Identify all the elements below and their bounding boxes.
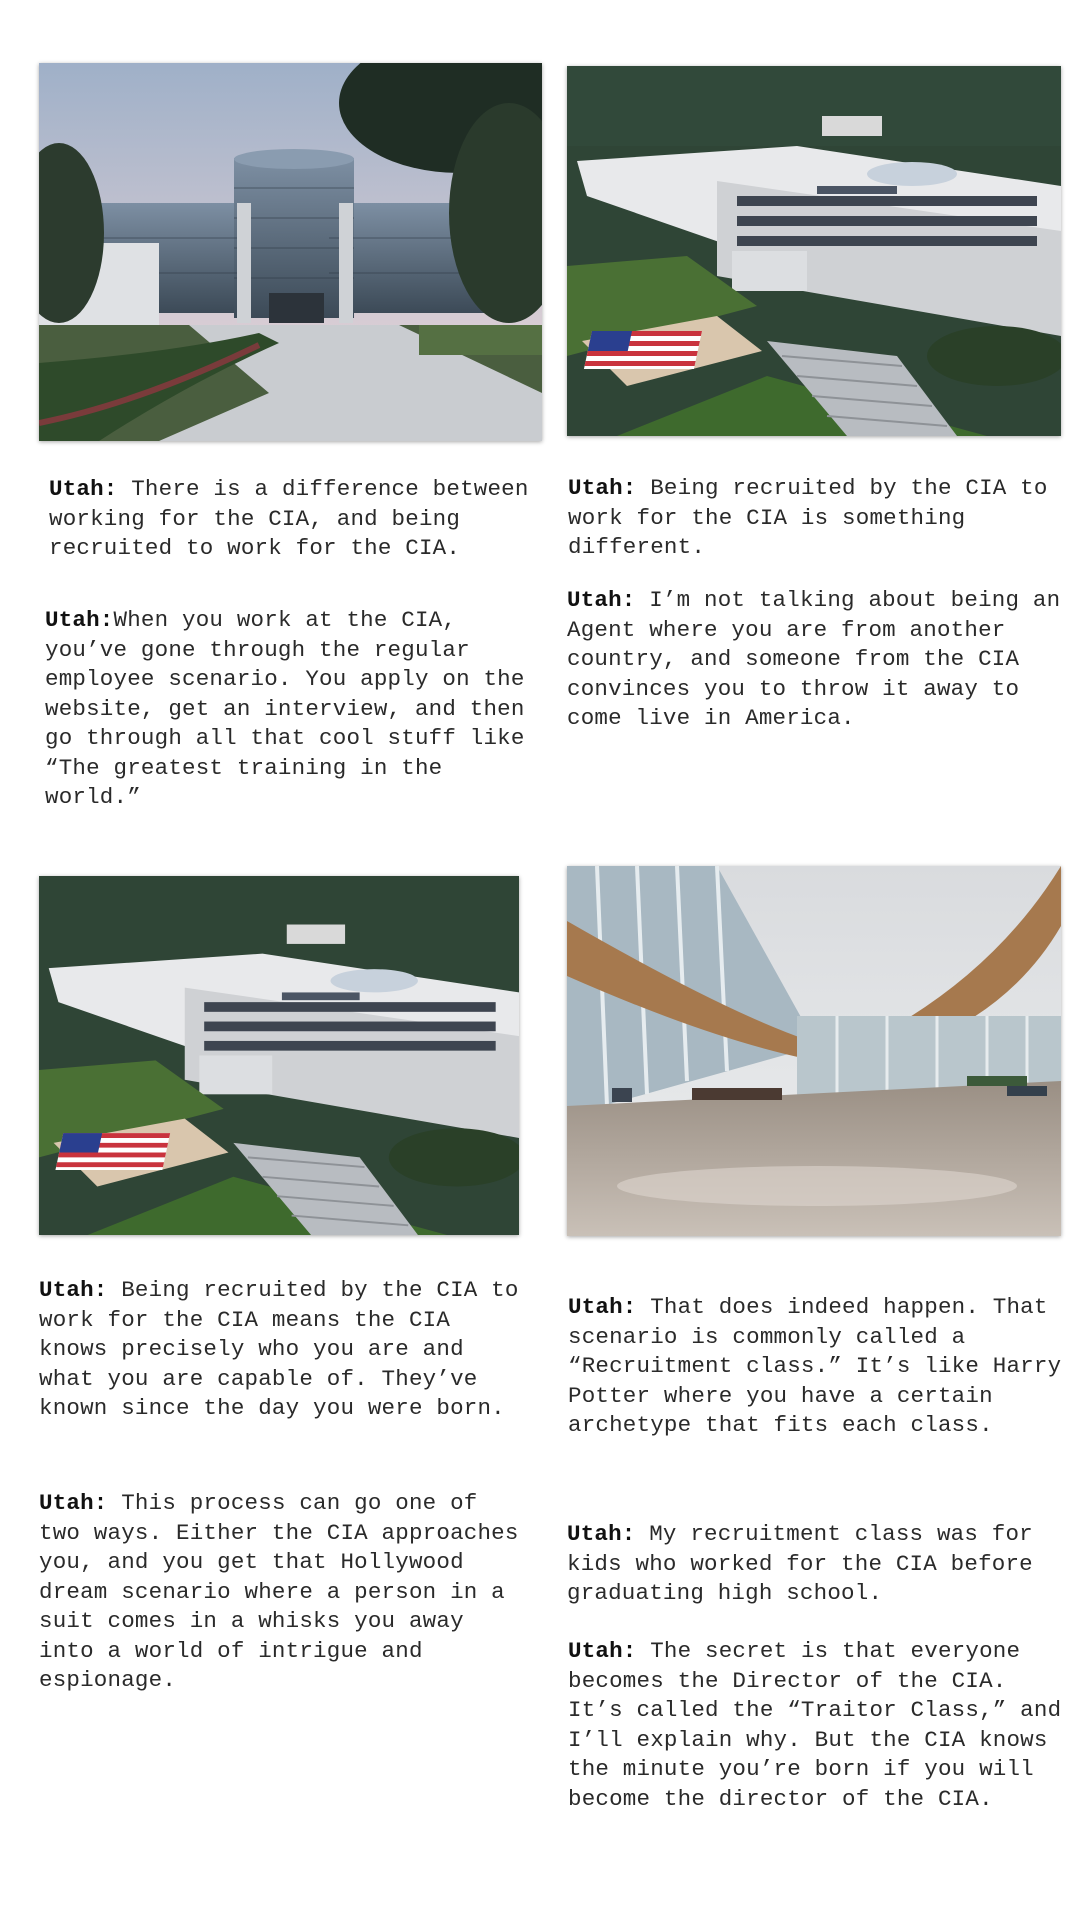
- caption-5: [39, 1276, 519, 1424]
- building-entrance-image: [39, 63, 542, 441]
- speaker-label: Utah:: [45, 607, 114, 633]
- speaker-label: Utah:: [39, 1277, 108, 1303]
- caption-3: [568, 474, 1063, 563]
- caption-2: [45, 606, 530, 813]
- speaker-label: Utah:: [568, 1294, 637, 1320]
- speaker-label: Utah:: [567, 587, 636, 613]
- panel-aerial-complex-1: [567, 66, 1061, 436]
- caption-1: [49, 475, 529, 564]
- caption-7: [568, 1293, 1063, 1441]
- aerial-complex-image: [39, 876, 519, 1235]
- caption-text: There is a difference between working for the CIA, and being recruited to work for the CIA.: [49, 476, 529, 561]
- speaker-label: Utah:: [49, 476, 118, 502]
- speaker-label: Utah:: [568, 1638, 637, 1664]
- caption-text: Being recruited by the CIA to work for the CIA means the CIA knows precisely who you are and what you are capable of. They’ve known since the day you were born.: [39, 1277, 519, 1421]
- caption-text: This process can go one of two ways. Either the CIA approaches you, and you get that Hollywood dream scenario where a person in a suit comes in a whisks you away into a world of intrigue and espionage.: [39, 1490, 519, 1693]
- speaker-label: Utah:: [567, 1521, 636, 1547]
- caption-text: That does indeed happen. That scenario is commonly called a “Recruitment class.” It’s like Harry Potter where you have a certain archetype that fits each class.: [568, 1294, 1062, 1438]
- caption-text: I’m not talking about being an Agent where you are from another country, and someone from the CIA convinces you to throw it away to come live in America.: [567, 587, 1061, 731]
- caption-text: My recruitment class was for kids who worked for the CIA before graduating high school.: [567, 1521, 1033, 1606]
- caption-text: When you work at the CIA, you’ve gone through the regular employee scenario. You apply on the website, get an interview, and then go through all that cool stuff like “The greatest training in the world.”: [45, 607, 525, 810]
- caption-9: [568, 1637, 1063, 1814]
- caption-4: [567, 586, 1062, 734]
- speaker-label: Utah:: [39, 1490, 108, 1516]
- caption-8: [567, 1520, 1062, 1609]
- speaker-label: Utah:: [568, 475, 637, 501]
- caption-text: Being recruited by the CIA to work for the CIA is something different.: [568, 475, 1048, 560]
- caption-text: The secret is that everyone becomes the Director of the CIA. It’s called the “Traitor Class,” and I’ll explain why. But the CIA knows the minute you’re born if you will become the director of the CIA.: [568, 1638, 1062, 1812]
- panel-aerial-complex-2: [39, 876, 519, 1235]
- aerial-complex-image: [567, 66, 1061, 436]
- panel-building-entrance: [39, 63, 542, 441]
- caption-6: [39, 1489, 519, 1696]
- atrium-lobby-image: [567, 866, 1061, 1236]
- panel-atrium-lobby: [567, 866, 1061, 1236]
